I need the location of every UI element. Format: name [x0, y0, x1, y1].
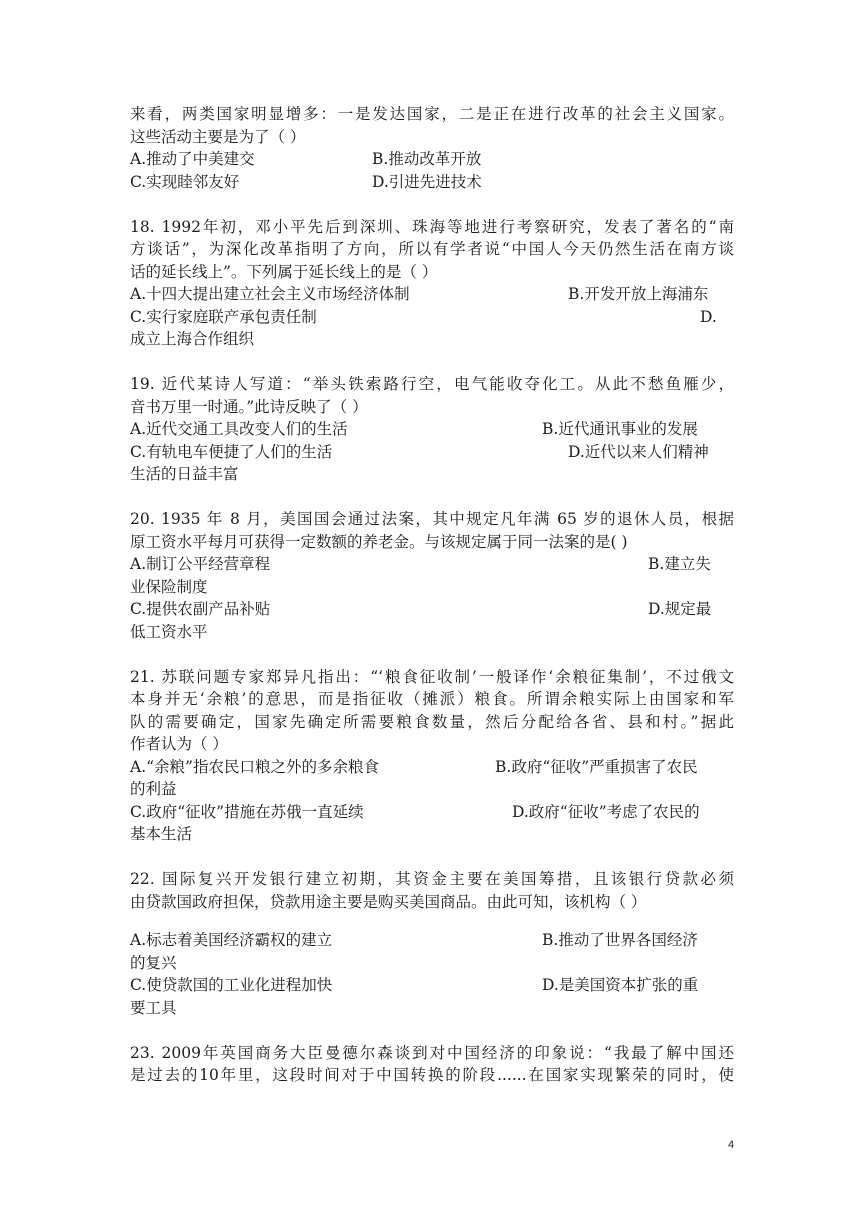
- question-text-line: 22. 国际复兴开发银行建立初期，其资金主要在美国筹措，且该银行贷款必须: [130, 870, 734, 888]
- option-b: B.推动改革开放: [372, 150, 482, 168]
- option-b-continued: 的复兴: [130, 953, 177, 972]
- option-a: A.标志着美国经济霸权的建立: [130, 931, 333, 949]
- page-content: [130, 103, 734, 1087]
- question-text-line: 音书万里一时通。”此诗反映了（ ）: [130, 397, 368, 416]
- question-20: [130, 508, 734, 643]
- option-c: C.实行家庭联产承包责任制: [130, 307, 317, 326]
- option-d-continued: 成立上海合作组织: [130, 330, 255, 348]
- question-21: [130, 666, 734, 846]
- option-d: D.: [700, 307, 717, 326]
- options-row: [130, 598, 734, 621]
- question-text-line: 是过去的10年里，这段时间对于中国转换的阶段......在国家实现繁荣的同时，使: [130, 1066, 734, 1084]
- option-b: B.推动了世界各国经济: [542, 931, 698, 949]
- question-text-line: 由贷款国政府担保，贷款用途主要是购买美国商品。由此可知，该机构（ ）: [130, 892, 647, 911]
- option-a: A.“余粮”指农民口粮之外的多余粮食: [130, 757, 379, 776]
- option-d-continued: 基本生活: [130, 825, 193, 843]
- question-17-continued: [130, 103, 734, 193]
- option-d-continued: 要工具: [130, 998, 177, 1017]
- options-row: [130, 929, 734, 952]
- question-text-line: 队的需要确定，国家先确定所需要粮食数量，然后分配给各省、县和村。”据此: [130, 712, 734, 731]
- option-b-continued: 业保险制度: [130, 577, 208, 596]
- option-b: B.政府“征收”严重损害了农民: [495, 757, 698, 776]
- option-d-continued: 生活的日益丰富: [130, 465, 239, 483]
- question-18: [130, 216, 734, 351]
- question-text-line: 作者认为（ ）: [130, 735, 228, 753]
- option-d: D.是美国资本扩张的重: [542, 976, 699, 994]
- option-a: A.制订公平经营章程: [130, 555, 271, 573]
- options-row: [130, 974, 734, 997]
- option-c: C.提供农副产品补贴: [130, 600, 271, 618]
- option-d: D.政府“征收”考虑了农民的: [512, 802, 700, 821]
- option-b: B.近代通讯事业的发展: [542, 420, 698, 438]
- option-a: A.近代交通工具改变人们的生活: [130, 420, 348, 438]
- question-text-line: 19. 近代某诗人写道：“举头铁索路行空，电气能收夺化工。从此不愁鱼雁少，: [130, 375, 734, 393]
- options-row: [130, 148, 734, 171]
- options-row: [130, 306, 734, 329]
- option-d-continued: 低工资水平: [130, 622, 208, 641]
- question-19: [130, 373, 734, 486]
- question-text-line: 21. 苏联问题专家郑异凡指出：“‘粮食征收制’一般译作‘余粮征集制’，不过俄文: [130, 667, 734, 686]
- option-b: B.建立失: [648, 555, 711, 573]
- options-row: [130, 283, 734, 306]
- question-text-line: 本身并无‘余粮’的意思，而是指征收（摊派）粮食。所谓余粮实际上由国家和军: [130, 690, 734, 708]
- question-text-line: 这些活动主要是为了（ ）: [130, 127, 306, 146]
- question-text-line: 20. 1935 年 8 月，美国国会通过法案，其中规定凡年满 65 岁的退休人员，根据: [130, 510, 734, 528]
- option-c: C.使贷款国的工业化进程加快: [130, 976, 333, 994]
- options-row: [130, 441, 734, 464]
- option-d: D.引进先进技术: [372, 172, 482, 191]
- question-text-line: 原工资水平每月可获得一定数额的养老金。与该规定属于同一法案的是( ): [130, 532, 628, 551]
- option-d: D.近代以来人们精神: [568, 442, 709, 461]
- page-number: 4: [728, 1139, 735, 1151]
- options-row: [130, 418, 734, 441]
- question-text-line: 23. 2009年英国商务大臣曼德尔森谈到对中国经济的印象说：“我最了解中国还: [130, 1043, 734, 1062]
- option-c: C.政府“征收”措施在苏俄一直延续: [130, 802, 364, 821]
- question-text-line: 方谈话”，为深化改革指明了方向，所以有学者说“中国人今天仍然生活在南方谈: [130, 240, 734, 258]
- options-row: [130, 553, 734, 576]
- options-row: [130, 801, 734, 824]
- question-22: [130, 868, 734, 1019]
- option-c: C.有轨电车便捷了人们的生活: [130, 442, 333, 461]
- option-c: C.实现睦邻友好: [130, 172, 240, 191]
- options-row: [130, 756, 734, 779]
- option-a: A.十四大提出建立社会主义市场经济体制: [130, 285, 410, 303]
- option-b: B.开发开放上海浦东: [568, 285, 709, 303]
- question-23: [130, 1042, 734, 1087]
- option-a: A.推动了中美建交: [130, 150, 255, 168]
- question-text-line: 话的延长线上”。下列属于延长线上的是（ ）: [130, 262, 438, 281]
- option-d: D.规定最: [648, 600, 712, 618]
- question-text-line: 18. 1992年初，邓小平先后到深圳、珠海等地进行考察研究，发表了著名的“南: [130, 217, 734, 236]
- option-b-continued: 的利益: [130, 780, 177, 798]
- question-text-line: 来看，两类国家明显增多：一是发达国家，二是正在进行改革的社会主义国家。: [130, 105, 734, 123]
- options-row: [130, 171, 734, 194]
